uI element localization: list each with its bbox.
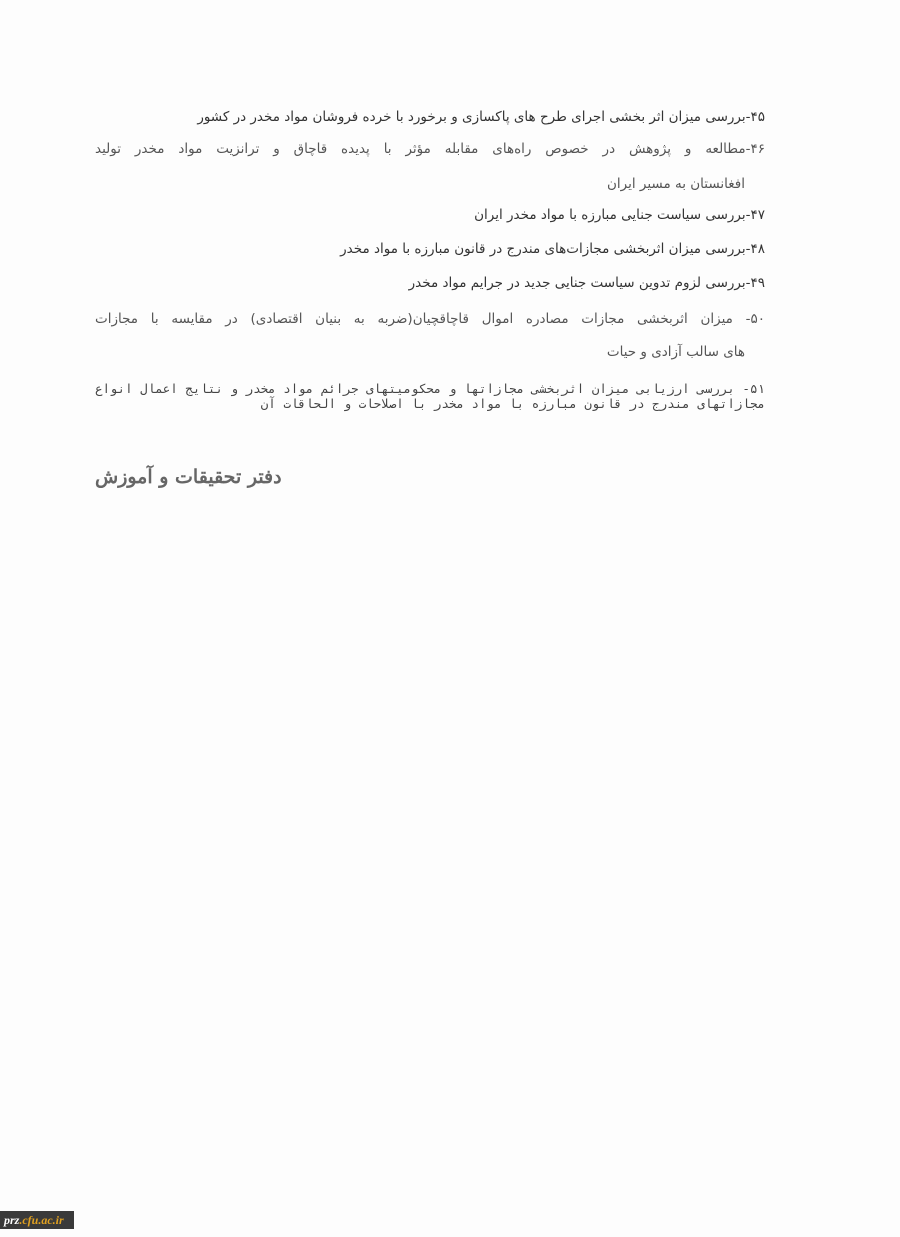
item-50-cont: های سالب آزادی و حیات [606,344,745,360]
item-46-cont: افغانستان به مسیر ایران [606,176,745,192]
item-46: ۴۶-مطالعه و پژوهش در خصوص راه‌های مقابله مؤثر با پدیده قاچاق و ترانزیت مواد مخدر تولید [95,141,765,157]
item-45: ۴۵-بررسی میزان اثر بخشی اجرای طرح های پاکسازی و برخورد با خرده فروشان مواد مخدر در کشور [197,109,765,125]
item-47: ۴۷-بررسی سیاست جنایی مبارزه با مواد مخدر ایران [474,207,765,223]
watermark-logo: prz.cfu.ac.ir [0,1211,74,1229]
item-48: ۴۸-بررسی میزان اثربخشی مجازات‌های مندرج در قانون مبارزه با مواد مخدر [340,241,765,257]
item-50: ۵۰- میزان اثربخشی مجازات مصادره اموال قاچاقچیان(ضربه به بنیان اقتصادی) در مقایسه با مجازات [95,311,765,327]
item-49: ۴۹-بررسی لزوم تدوین سیاست جنایی جدید در جرایم مواد مخدر [408,275,765,291]
signature-heading: دفتر تحقیقات و آموزش [95,466,282,488]
item-51: ۵۱- بررسی ارزیابی میزان اثربخشی مجازاتها و محکومیتهای جرائم مواد مخدر و نتایج اعمال انواع مجازاتهای مندرج در قانون مبارزه با مواد مخدر با اصلاحات و الحاقات آن [95,381,765,411]
